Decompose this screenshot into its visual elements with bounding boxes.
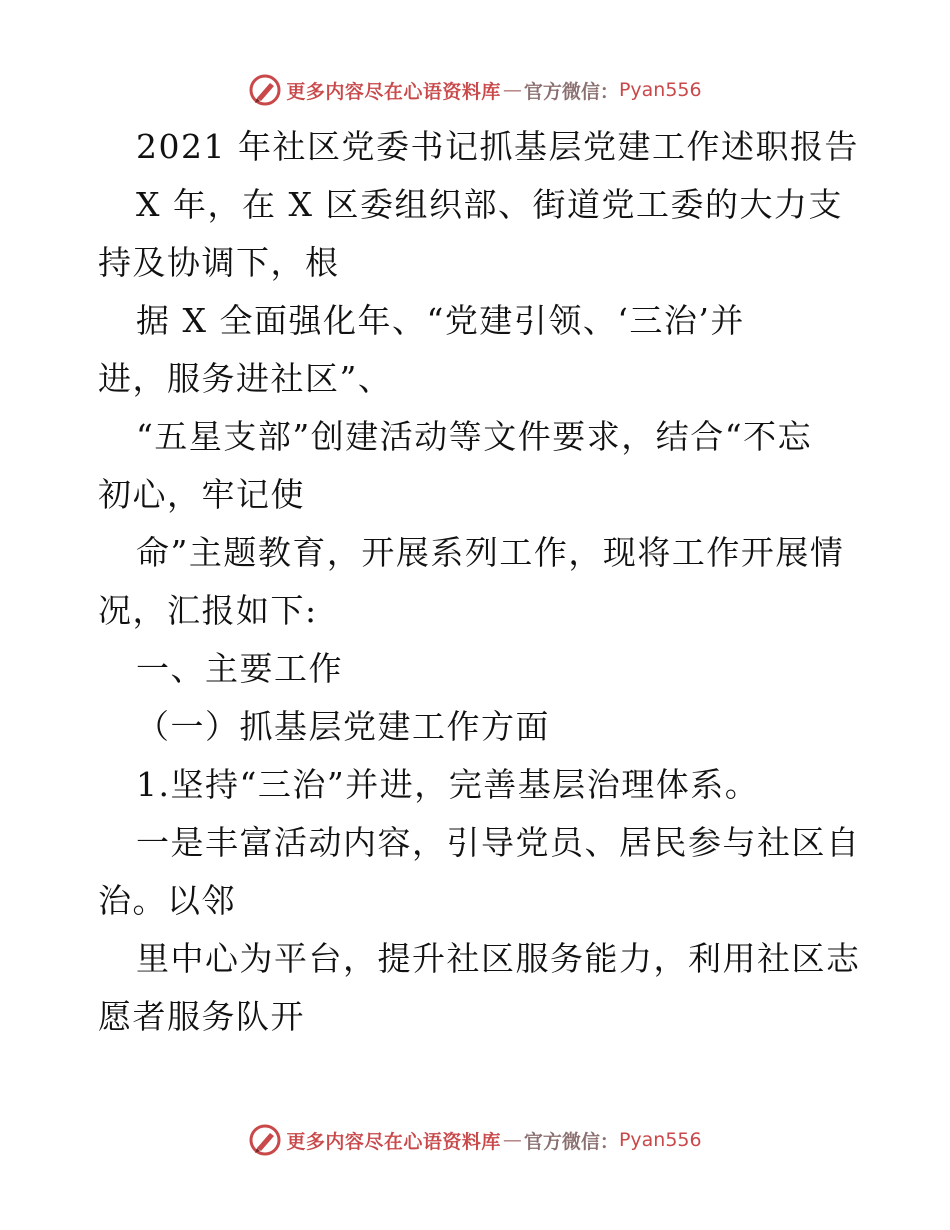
pen-logo-icon xyxy=(248,1123,282,1157)
watermark-official-label: 官方微信： xyxy=(523,80,619,103)
watermark-official-label: 官方微信： xyxy=(523,1130,619,1153)
document-line: 1.坚持“三治”并进，完善基层治理体系。 xyxy=(136,765,760,804)
document-line: 里中心为平台，提升社区服务能力，利用社区志 xyxy=(136,939,861,978)
document-line: 初心，牢记使 xyxy=(98,475,305,514)
document-line: 进，服务进社区”、 xyxy=(98,359,393,398)
document-line: X 年，在 X 区委组织部、街道党工委的大力支 xyxy=(136,185,843,224)
pen-logo-icon xyxy=(248,73,282,107)
document-line: 2021 年社区党委书记抓基层党建工作述职报告 xyxy=(136,127,859,166)
document-body xyxy=(98,118,861,1046)
document-line: 据 X 全面强化年、“党建引领、‘三治’并 xyxy=(136,301,745,340)
document-line: 治。以邻 xyxy=(98,881,236,920)
watermark-brand: 更多内容尽在心语资料库 xyxy=(286,80,501,103)
header-watermark xyxy=(0,70,950,110)
document-line: 命”主题教育，开展系列工作，现将工作开展情 xyxy=(136,533,845,572)
watermark-handle: Pyan556 xyxy=(618,1129,702,1151)
document-line: 一是丰富活动内容，引导党员、居民参与社区自 xyxy=(136,823,861,862)
document-line: 一、主要工作 xyxy=(136,649,343,688)
watermark-dash: — xyxy=(502,1129,522,1151)
document-line: 况，汇报如下: xyxy=(98,591,318,630)
document-line: “五星支部”创建活动等文件要求，结合“不忘 xyxy=(136,417,813,456)
watermark-dash: — xyxy=(502,79,522,101)
watermark-handle: Pyan556 xyxy=(618,79,702,101)
document-line: 愿者服务队开 xyxy=(98,997,305,1036)
document-line: 持及协调下，根 xyxy=(98,243,340,282)
footer-watermark xyxy=(0,1120,950,1160)
document-line: （一）抓基层党建工作方面 xyxy=(136,707,550,746)
watermark-brand: 更多内容尽在心语资料库 xyxy=(286,1130,501,1153)
